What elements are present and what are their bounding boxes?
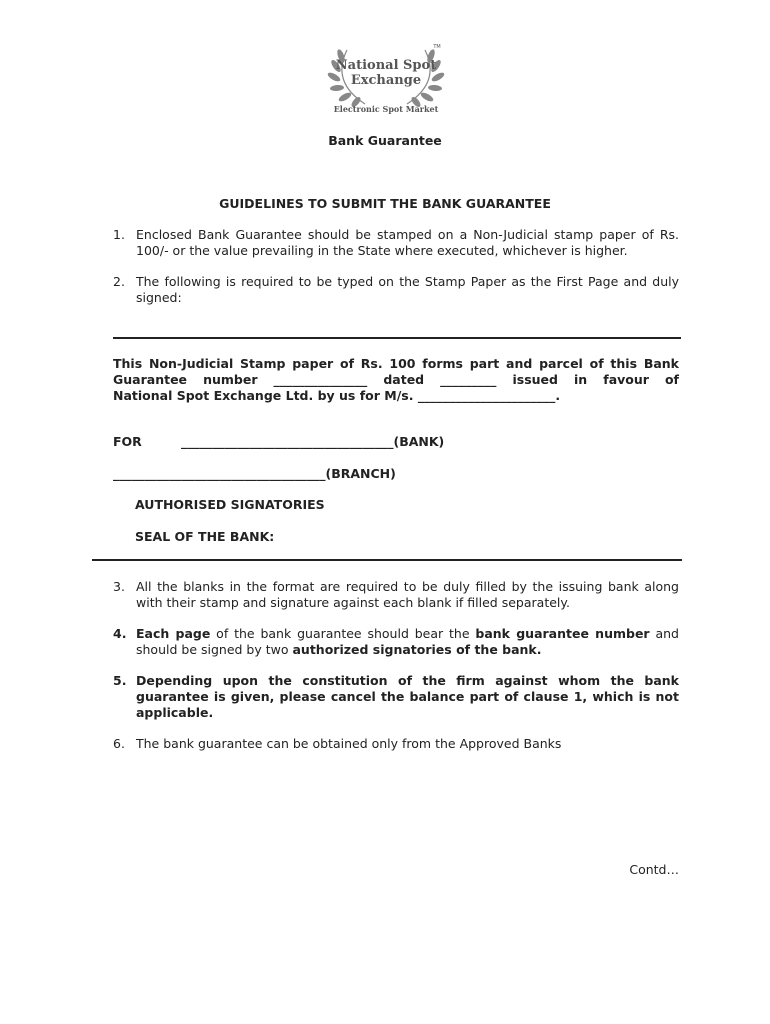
seal-of-bank-label: SEAL OF THE BANK: [135,529,275,544]
logo-line1: National Spot [335,58,437,73]
continued-label: Contd… [629,862,679,877]
trademark-mark: TM [433,44,441,50]
logo-tagline: Electronic Spot Market [333,104,439,114]
item-text: Depending upon the constitution of the firm against whom the bank guarantee is given, please cancel the balance part of clause 1, which is not applicable. [136,673,679,720]
item-text-bold: Each page [136,626,211,641]
item-text: All the blanks in the format are required to be duly filled by the issuing bank along with their stamp and signature against each blank if filled separately. [136,579,679,610]
item-number: 6. [113,736,125,751]
divider-bottom [92,559,682,561]
divider-top [113,337,681,339]
page-title: Bank Guarantee [328,133,442,148]
item-number: 5. [113,673,127,688]
item-text: Enclosed Bank Guarantee should be stamped on a Non-Judicial stamp paper of Rs. 100/- or the value prevailing in the State where executed, whichever is higher. [136,227,679,258]
guideline-item-6 [113,736,679,752]
item-text-regular: of the bank guarantee should bear the [210,626,476,641]
guideline-item-1 [113,227,679,259]
item-text-bold: bank guarantee number [475,626,650,641]
stamp-paper-text [113,356,679,404]
for-label: FOR [113,434,142,449]
item-text-regular: and should be signed by two [136,626,679,657]
logo-line2: Exchange [350,73,422,88]
item-text [136,626,679,658]
bank-name-line: __________________________________(BANK) [181,434,445,449]
branch-line: __________________________________(BRANCH) [113,466,396,481]
national-spot-exchange-logo [325,42,447,116]
stamp-line-1: This Non-Judicial Stamp paper of Rs. 100 forms part and parcel of this Bank [113,356,679,371]
guideline-item-4 [113,626,679,658]
item-text-bold: authorized signatories of the bank. [292,642,542,657]
laurel-wreath-icon [325,42,447,116]
authorised-signatories-label: AUTHORISED SIGNATORIES [135,497,325,512]
stamp-line-3: National Spot Exchange Ltd. by us for M/s. ______________________. [113,388,561,403]
stamp-line-2: Guarantee number _______________ dated _________ issued in favour of [113,372,679,387]
item-text: The bank guarantee can be obtained only from the Approved Banks [136,736,562,751]
section-heading: GUIDELINES TO SUBMIT THE BANK GUARANTEE [219,196,551,211]
item-number: 4. [113,626,127,641]
item-number: 2. [113,274,125,289]
item-number: 3. [113,579,125,594]
guideline-item-3 [113,579,679,611]
item-number: 1. [113,227,125,242]
guideline-item-2 [113,274,679,306]
guideline-item-5 [113,673,679,721]
item-text: The following is required to be typed on the Stamp Paper as the First Page and duly signed: [136,274,679,305]
